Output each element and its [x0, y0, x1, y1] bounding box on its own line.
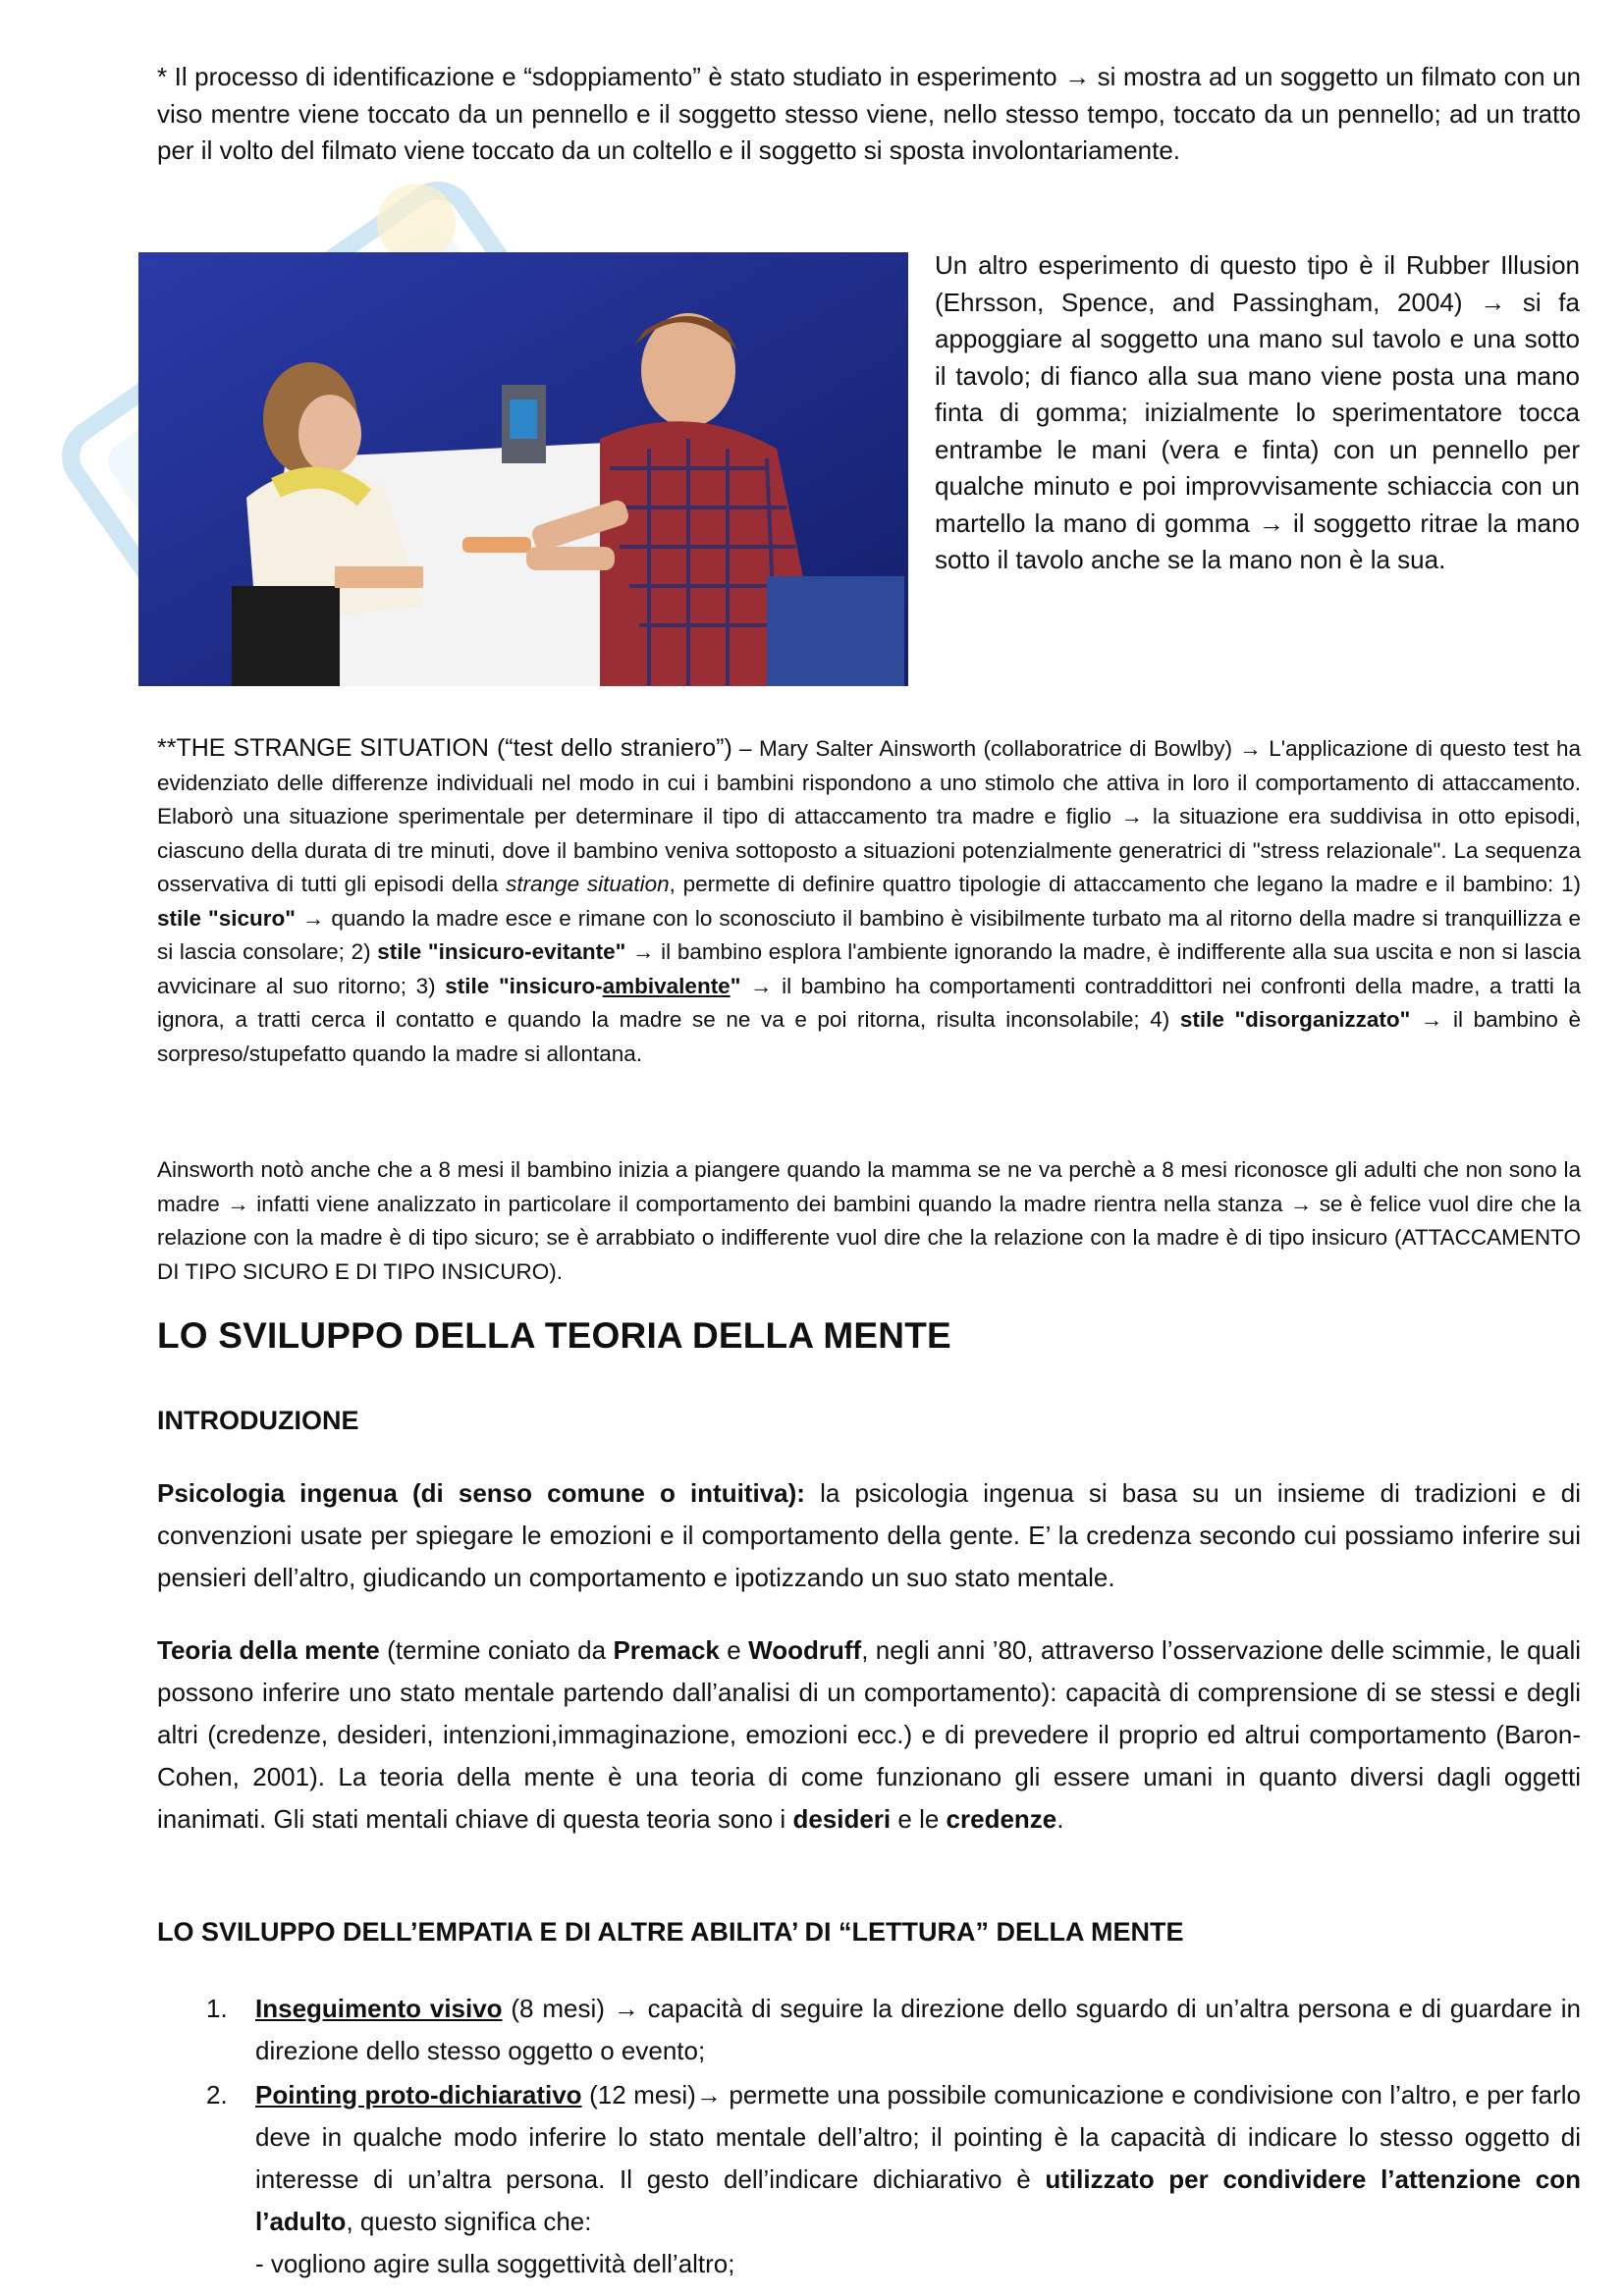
intro-paragraph: * Il processo di identificazione e “sdoppiamento” è stato studiato in esperimento → si mostra ad un soggetto un filmato con un viso mentre viene toccato da un pennello e il soggetto stesso viene, nello stesso tempo, toccato da un pennello; ad un tratto per il volto del filmato viene toccato da un coltello e il soggetto si sposta involontariamente. — [157, 62, 1581, 165]
list-item: 2. Pointing proto-dichiarativo (12 mesi)→ permette una possibile comunicazione e condivisione con l’altro, e per farlo deve in qualche modo inferire lo stato mentale dell’altro; il pointing è la capacità di indicare lo stesso oggetto di interesse di un’altra persona. Il gesto dell’indicare dichiarativo è utilizzato per condividere l’attenzione con l’adulto, questo significa che: - vogliono agire sulla soggettività dell’altro; — [206, 2080, 1582, 2278]
list-item: 1. Inseguimento visivo (8 mesi) → capacità di seguire la direzione dello sguardo di un’altra persona e di guardare in direzione dello stesso oggetto o evento; — [206, 1994, 1581, 2065]
introduzione-heading: INTRODUZIONE — [157, 1406, 359, 1435]
strange-situation-title: **THE STRANGE SITUATION (“test dello straniero”) — [157, 734, 732, 762]
abilities-list — [157, 1988, 1581, 2287]
inseguimento-visivo-term: Inseguimento visivo — [255, 1994, 503, 2023]
strange-situation-paragraph: **THE STRANGE SITUATION (“test dello straniero”) – Mary Salter Ainsworth (collaboratrice di Bowlby) → L'applicazione di questo test ha evidenziato delle differenze individuali nel modo in cui i bambini rispondono a uno stimolo che attiva in loro il comportamento di attaccamento. Elaborò una situazione sperimentale per determinare il tipo di attaccamento tra madre e figlio → la situazione era suddivisa in otto episodi, ciascuno della durata di tre minuti, dove il bambino veniva sottoposto a situazioni potenzialmente generatrici di "stress relazionale". La sequenza osservativa di tutti gli episodi della strange situation, permette di definire quattro tipologie di attaccamento che legano la madre e il bambino: 1) stile "sicuro" → quando la madre esce e rimane con lo sconosciuto il bambino è visibilmente turbato ma al ritorno della madre si tranquillizza e si lascia consolare; 2) stile "insicuro-evitante" → il bambino esplora l'ambiente ignorando la madre, è indifferente alla sua uscita e non si lascia avvicinare al suo ritorno; 3) stile "insicuro-ambivalente" → il bambino ha comportamenti contraddittori nei confronti della madre, a tratti la ignora, a tratti cerca il contatto e quando la madre se ne va e poi ritorna, risulta inconsolabile; 4) stile "disorganizzato" → il bambino è sorpreso/stupefatto quando la madre si allontana. — [157, 734, 1582, 1066]
stile-insicuro-ambivalente: stile "insicuro-ambivalente" — [445, 973, 741, 998]
stile-insicuro-evitante: stile "insicuro-evitante" — [377, 939, 626, 964]
stile-disorganizzato: stile "disorganizzato" — [1179, 1007, 1411, 1032]
pointing-term: Pointing proto-dichiarativo — [255, 2080, 582, 2109]
teoria-mente-paragraph: Teoria della mente (termine coniato da Premack e Woodruff, negli anni ’80, attraverso l’osservazione delle scimmie, le quali possono inferire uno stato mentale partendo dall’analisi di un comportamento): capacità di comprensione di se stessi e degli altri (credenze, desideri, intenzioni,immaginazione, emozioni ecc.) e di prevedere il proprio ed altrui comportamento (Baron-Cohen, 2001). La teoria della mente è una teoria di come funzionano gli essere umani in quanto diversi dagli oggetti inanimati. Gli stati mentali chiave di questa teoria sono i desideri e le credenze. — [157, 1635, 1582, 1834]
empatia-heading: LO SVILUPPO DELL’EMPATIA E DI ALTRE ABILITA’ DI “LETTURA” DELLA MENTE — [157, 1917, 1184, 1947]
stile-sicuro: stile "sicuro" — [157, 905, 296, 931]
sub-item: - vogliono agire sulla soggettività dell’altro; — [255, 2249, 735, 2278]
main-heading: LO SVILUPPO DELLA TEORIA DELLA MENTE — [157, 1315, 951, 1356]
rubber-hand-photo — [138, 252, 908, 686]
psicologia-ingenua-paragraph: Psicologia ingenua (di senso comune o intuitiva): la psicologia ingenua si basa su un insieme di tradizioni e di convenzioni usate per spiegare le emozioni e il comportamento della gente. E’ la credenza secondo cui possiamo inferire sui pensieri dell’altro, giudicando un comportamento e ipotizzando un suo stato mentale. — [157, 1478, 1582, 1592]
rubber-illusion-paragraph: Un altro esperimento di questo tipo è il Rubber Illusion (Ehrsson, Spence, and Passingham, 2004) → si fa appoggiare al soggetto una mano sul tavolo e una sotto il tavolo; di fianco alla sua mano viene posta una mano finta di gomma; inizialmente lo sperimentatore tocca entrambe le mani (vera e finta) con un pennello per qualche minuto e poi improvvisamente schiaccia con un martello la mano di gomma → il soggetto ritrae la mano sotto il tavolo anche se la mano non è la sua. — [935, 250, 1580, 574]
ainsworth-paragraph: Ainsworth notò anche che a 8 mesi il bambino inizia a piangere quando la mamma se ne va perchè a 8 mesi riconosce gli adulti che non sono la madre → infatti viene analizzato in particolare il comportamento dei bambini quando la madre rientra nella stanza → se è felice vuol dire che la relazione con la madre è di tipo sicuro; se è arrabbiato o indifferente vuol dire che la relazione con la madre è di tipo insicuro (ATTACCAMENTO DI TIPO SICURO E DI TIPO INSICURO). — [157, 1157, 1581, 1284]
